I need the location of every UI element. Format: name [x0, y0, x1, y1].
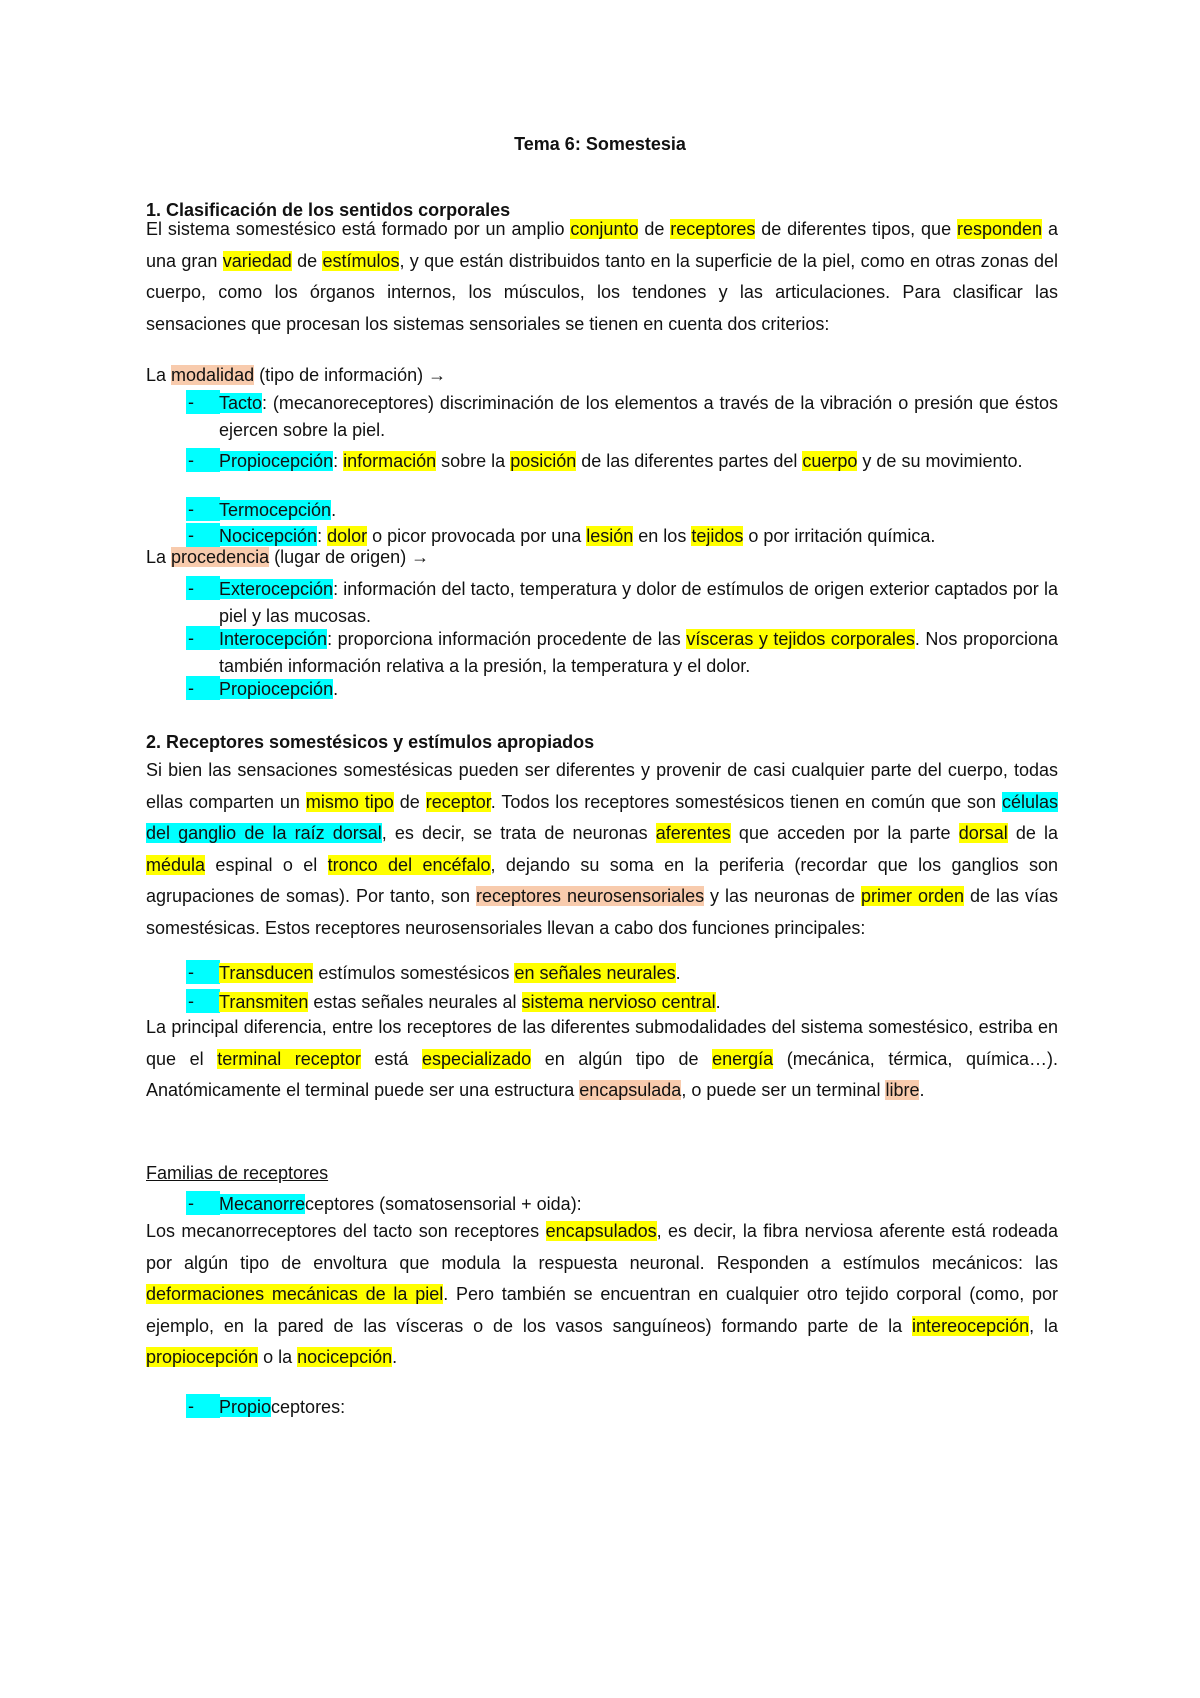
highlighted-text: Exterocepción — [219, 579, 334, 599]
text-run: o la — [258, 1347, 298, 1367]
list-bullet — [186, 1191, 220, 1215]
text-run: Familias de receptores — [146, 1163, 329, 1183]
highlighted-text: tejidos — [691, 526, 744, 546]
bullet-dash: - — [186, 1394, 220, 1418]
highlighted-text: Propiocepción — [219, 451, 334, 471]
highlighted-text: lesión — [586, 526, 634, 546]
text-run: : — [333, 451, 344, 471]
highlighted-text: procedencia — [171, 547, 270, 567]
list-bullet — [186, 576, 220, 600]
text-run: , dejando su soma en la periferia (recordar que los ganglios son agrupaciones de somas). Por tanto, son — [146, 854, 1058, 906]
text-run: . — [919, 1080, 925, 1100]
highlighted-text: vísceras y tejidos corporales — [686, 629, 915, 649]
text-run: ceptores (somatosensorial + oida): — [305, 1194, 582, 1214]
highlighted-text: Termocepción — [219, 500, 332, 520]
bullet-dash: - — [186, 676, 220, 700]
highlighted-text: responden — [957, 219, 1043, 239]
text-run: que acceden por la parte — [730, 823, 959, 843]
text-run: Los mecanorreceptores del tacto son receptores — [146, 1221, 546, 1241]
subsection-heading — [146, 1158, 1058, 1190]
text-run: . Nos proporciona también información relativa a la presión, la temperatura y el dolor. — [219, 629, 1059, 676]
highlighted-text: información — [343, 451, 437, 471]
text-run: de diferentes tipos, que — [755, 219, 957, 239]
paragraph — [146, 542, 1058, 572]
paragraph — [146, 1012, 1058, 1107]
list-bullet — [186, 626, 220, 650]
list-bullet — [186, 448, 220, 472]
highlighted-text: intereocepción — [912, 1315, 1030, 1336]
highlighted-text: Propiocepción — [219, 679, 334, 699]
list-bullet — [186, 390, 220, 414]
highlighted-text: en señales neurales — [514, 963, 676, 983]
text-run: sobre la — [436, 451, 511, 471]
text-run: La — [146, 365, 172, 385]
highlighted-text: propiocepción — [146, 1347, 259, 1367]
text-run: de — [393, 791, 426, 812]
section-heading — [146, 727, 1058, 759]
text-run: : proporciona información procedente de las — [327, 629, 687, 649]
paragraph — [146, 755, 1058, 944]
text-run: de las vías somestésicas. Estos receptores neurosensoriales llevan a cabo dos funciones principales: — [146, 886, 1058, 938]
text-run: de — [291, 250, 323, 271]
list-bullet — [186, 497, 220, 521]
text-run: espinal o el — [205, 854, 328, 875]
list-item — [219, 1394, 1058, 1421]
highlighted-text: dolor — [327, 526, 368, 546]
text-run: estas señales neurales al — [308, 992, 522, 1012]
text-run: ceptores: — [271, 1397, 346, 1417]
paragraph — [146, 214, 1058, 340]
highlighted-text: células del ganglio de la raíz dorsal — [146, 791, 1058, 843]
text-run: de — [638, 219, 671, 239]
list-bullet — [186, 1394, 220, 1418]
text-run: (mecánica, térmica, química…). Anatómicamente el terminal puede ser una estructura — [146, 1048, 1058, 1100]
text-run: : (mecanoreceptores) discriminación de los elementos a través de la vibración o presión que éstos ejercen sobre la piel. — [219, 393, 1058, 440]
highlighted-text: receptores — [670, 219, 756, 239]
highlighted-text: terminal receptor — [217, 1048, 361, 1069]
highlighted-text: energía — [712, 1048, 774, 1069]
text-run: . — [392, 1347, 398, 1367]
list-item — [219, 448, 1058, 475]
list-item — [219, 1191, 1058, 1218]
highlighted-text: receptor — [425, 791, 491, 812]
bullet-dash: - — [186, 626, 220, 650]
bullet-dash: - — [186, 523, 220, 547]
text-run: , o puede ser un terminal — [681, 1080, 886, 1100]
highlighted-text: cuerpo — [802, 451, 858, 471]
text-run: y de su movimiento. — [857, 451, 1023, 471]
text-run: de la — [1007, 823, 1058, 843]
highlighted-text: mismo tipo — [305, 791, 394, 812]
list-item — [219, 390, 1058, 443]
list-item — [219, 576, 1058, 629]
text-run: , la — [1029, 1315, 1059, 1336]
bullet-dash: - — [186, 390, 220, 414]
list-bullet — [186, 676, 220, 700]
bullet-dash: - — [186, 448, 220, 472]
highlighted-text: dorsal — [958, 823, 1008, 843]
bullet-dash: - — [186, 576, 220, 600]
bullet-dash: - — [186, 960, 220, 984]
highlighted-text: especializado — [422, 1048, 532, 1069]
highlighted-text: libre — [885, 1080, 920, 1100]
text-run: : — [317, 526, 328, 546]
page-title: Tema 6: Somestesia — [514, 134, 686, 154]
text-run: . Todos los receptores somestésicos tienen en común que son — [490, 791, 1002, 812]
text-run: (tipo de información) → — [254, 365, 447, 385]
highlighted-text: posición — [510, 451, 577, 471]
highlighted-text: encapsulados — [545, 1221, 657, 1241]
text-run: o picor provocada por una — [367, 526, 587, 546]
text-run: (lugar de origen) → — [269, 547, 430, 567]
highlighted-text: estímulos — [322, 250, 400, 271]
text-run: , y que están distribuidos tanto en la superficie de la piel, como en otras zonas del cuerpo, como los órganos internos, los músculos, los tendones y las articulaciones. Para clasificar las sensaciones que procesan los sistemas sensoriales se tienen en cuenta dos criterios: — [146, 250, 1059, 334]
text-run: La — [146, 547, 172, 567]
text-run: : información del tacto, temperatura y dolor de estímulos de origen exterior captados por la piel y las mucosas. — [219, 579, 1058, 626]
highlighted-text: modalidad — [171, 365, 255, 385]
text-run: . — [715, 992, 721, 1012]
bullet-dash: - — [186, 989, 220, 1013]
text-run: de las diferentes partes del — [576, 451, 803, 471]
highlighted-text: médula — [146, 854, 206, 875]
text-run: . — [675, 963, 681, 983]
text-run: . — [331, 500, 337, 520]
text-run: 1. Clasificación de los sentidos corporales — [146, 200, 511, 220]
bullet-dash: - — [186, 497, 220, 521]
list-item — [219, 960, 1058, 987]
text-run: en algún tipo de — [531, 1048, 713, 1069]
highlighted-text: tronco del encéfalo — [327, 854, 491, 875]
text-run: estímulos somestésicos — [313, 963, 515, 983]
list-bullet — [186, 989, 220, 1013]
text-run: está — [360, 1048, 423, 1069]
highlighted-text: Propio — [219, 1397, 272, 1417]
text-run: . — [333, 679, 339, 699]
highlighted-text: encapsulada — [579, 1080, 682, 1100]
list-item — [219, 676, 1058, 703]
text-run: en los — [633, 526, 692, 546]
bullet-dash: - — [186, 1191, 220, 1215]
highlighted-text: nocicepción — [297, 1347, 393, 1367]
highlighted-text: conjunto — [570, 219, 639, 239]
highlighted-text: Mecanorre — [219, 1194, 306, 1214]
paragraph — [146, 1216, 1058, 1374]
highlighted-text: Nocicepción — [219, 526, 318, 546]
text-run: 2. Receptores somestésicos y estímulos apropiados — [146, 732, 595, 752]
highlighted-text: Transmiten — [219, 992, 309, 1012]
text-run: . Pero también se encuentran en cualquier otro tejido corporal (como, por ejemplo, en la pared de las vísceras o de los vasos sanguíneos) formando parte de la — [146, 1284, 1059, 1336]
text-run: Si bien las sensaciones somestésicas pueden ser diferentes y provenir de casi cualquier parte del cuerpo, todas ellas comparten un — [146, 760, 1058, 812]
text-run: La principal diferencia, entre los receptores de las diferentes submodalidades del sistema somestésico, estriba en que el — [146, 1017, 1058, 1069]
list-item — [219, 626, 1058, 679]
text-run: o por irritación química. — [743, 526, 936, 546]
text-run: a una gran — [146, 219, 1058, 271]
highlighted-text: sistema nervioso central — [521, 992, 716, 1012]
highlighted-text: Tacto — [219, 393, 263, 413]
highlighted-text: deformaciones mecánicas de la piel — [146, 1284, 444, 1304]
highlighted-text: aferentes — [655, 823, 731, 843]
highlighted-text: primer orden — [861, 886, 965, 906]
text-run: El sistema somestésico está formado por un amplio — [146, 219, 571, 239]
text-run: , es decir, se trata de neuronas — [381, 823, 656, 843]
list-bullet — [186, 960, 220, 984]
text-run: , es decir, la fibra nerviosa aferente está rodeada por algún tipo de envoltura que modula la respuesta neuronal. Responden a estímulos mecánicos: las — [146, 1221, 1059, 1273]
list-item — [219, 497, 1058, 524]
text-run: y las neuronas de — [704, 886, 862, 906]
highlighted-text: variedad — [222, 250, 292, 271]
highlighted-text: Interocepción — [219, 629, 328, 649]
highlighted-text: Transducen — [219, 963, 314, 983]
paragraph — [146, 360, 1058, 390]
highlighted-text: receptores neurosensoriales — [476, 886, 705, 906]
